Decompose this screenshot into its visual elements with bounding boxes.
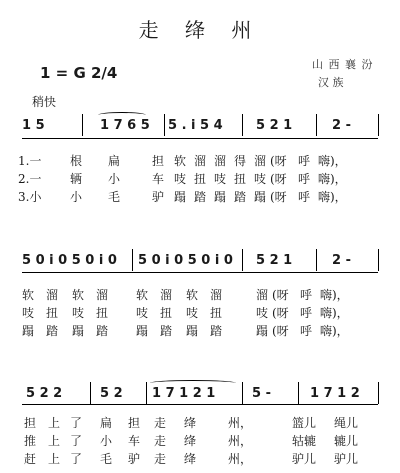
lyric-word: 驴儿 <box>334 452 359 466</box>
lyric-word: 嗨)， <box>318 172 347 186</box>
lyric-word: 嗨)， <box>320 288 349 302</box>
barline <box>242 382 243 404</box>
lyric-word: 蹋 <box>72 324 85 338</box>
song-title: 走 绛 州 <box>138 18 262 42</box>
lyric-word: 了 <box>70 434 83 448</box>
lyric-word: 州， <box>228 434 253 448</box>
region-credit: 山 西 襄 汾 <box>312 58 374 71</box>
lyric-word: 蹋 <box>254 190 267 204</box>
measure-2-notes: 1 7 6 5 <box>100 118 150 133</box>
lyric-word: 踏 <box>46 324 59 338</box>
lyric-word: 呼 <box>300 288 313 302</box>
lyric-word: (呀 <box>270 190 287 204</box>
lyric-word: 溜 <box>194 154 207 168</box>
lyric-word: 走 <box>154 416 167 430</box>
lyric-word: 吱 <box>214 172 227 186</box>
barline <box>316 114 317 136</box>
lyric-word: 州， <box>228 416 253 430</box>
ethnic-credit: 汉 族 <box>318 76 344 89</box>
lyric-word: 软 <box>136 288 149 302</box>
lyric-word: 溜 <box>210 288 223 302</box>
lyric-word: 小 <box>108 172 121 186</box>
measure-9-notes: 2 - <box>332 253 351 268</box>
lyric-word: 扭 <box>194 172 207 186</box>
measure-10-notes: 5 2 2 <box>26 386 63 401</box>
lyric-word: 驴儿 <box>292 452 317 466</box>
barline <box>82 114 83 136</box>
lyric-word: 轱辘 <box>292 434 317 448</box>
slur <box>150 380 236 386</box>
lyric-word: 绛 <box>184 452 197 466</box>
measure-11-notes: 5 2 <box>100 386 123 401</box>
lyric-word: 小 <box>100 434 113 448</box>
lyric-word: 踏 <box>96 324 109 338</box>
lyric-word: 蹋 <box>186 324 199 338</box>
lyric-word: 上 <box>48 452 61 466</box>
lyric-word: 绳儿 <box>334 416 359 430</box>
lyric-word: 嗨)， <box>318 154 347 168</box>
barline <box>378 114 379 136</box>
lyric-word: 2.一 <box>18 172 42 186</box>
measure-8-notes: 5 2 1 <box>256 253 293 268</box>
lyric-word: 踏 <box>210 324 223 338</box>
lyric-word: 扭 <box>96 306 109 320</box>
lyric-word: 蹋 <box>214 190 227 204</box>
measure-4-notes: 5 2 1 <box>256 118 293 133</box>
lyric-word: 驴 <box>128 452 141 466</box>
slur <box>98 112 146 118</box>
lyric-word: (呀 <box>272 324 289 338</box>
barline <box>164 114 165 136</box>
lyric-word: 吱 <box>256 306 269 320</box>
lyric-word: 车 <box>152 172 165 186</box>
barline <box>378 249 379 271</box>
lyric-word: 吱 <box>174 172 187 186</box>
lyric-word: (呀 <box>270 172 287 186</box>
lyric-word: 呼 <box>300 324 313 338</box>
lyric-word: 车 <box>128 434 141 448</box>
measure-3-notes: 5 . i 5 4 <box>168 118 223 133</box>
lyric-word: 嗨)， <box>318 190 347 204</box>
lyric-word: 绛 <box>184 434 197 448</box>
lyric-word: (呀 <box>272 288 289 302</box>
barline <box>242 249 243 271</box>
barline <box>146 382 147 404</box>
lyric-word: 推 <box>24 434 37 448</box>
barline <box>242 114 243 136</box>
lyric-word: 走 <box>154 434 167 448</box>
measure-6-notes: 5 0 i 0 5 0 i 0 <box>22 253 117 268</box>
lyric-word: 担 <box>128 416 141 430</box>
measure-5-notes: 2 - <box>332 118 351 133</box>
lyric-word: 吱 <box>254 172 267 186</box>
staff-underline <box>22 404 378 405</box>
lyric-word: 吱 <box>186 306 199 320</box>
lyric-word: 蹋 <box>22 324 35 338</box>
lyric-word: 了 <box>70 452 83 466</box>
measure-14-notes: 1 7 1 2 <box>310 386 360 401</box>
lyric-word: 踏 <box>234 190 247 204</box>
staff-underline <box>22 138 378 139</box>
measure-13-notes: 5 - <box>252 386 271 401</box>
lyric-word: 根 <box>70 154 83 168</box>
lyric-word: 软 <box>22 288 35 302</box>
measure-7-notes: 5 0 i 0 5 0 i 0 <box>138 253 233 268</box>
lyric-word: 蹋 <box>256 324 269 338</box>
lyric-word: 担 <box>24 416 37 430</box>
lyric-word: 溜 <box>254 154 267 168</box>
lyric-word: 溜 <box>256 288 269 302</box>
lyric-word: 扭 <box>46 306 59 320</box>
lyric-word: 篮儿 <box>292 416 317 430</box>
lyric-word: 辘儿 <box>334 434 359 448</box>
barline <box>132 249 133 271</box>
tempo-marking: 稍快 <box>32 95 57 109</box>
lyric-word: 上 <box>48 434 61 448</box>
lyric-word: 扭 <box>160 306 173 320</box>
lyric-word: 呼 <box>298 190 311 204</box>
lyric-word: 扭 <box>210 306 223 320</box>
lyric-word: 扁 <box>100 416 113 430</box>
key-signature: 1 = G 2/4 <box>40 64 118 82</box>
lyric-word: 吱 <box>22 306 35 320</box>
barline <box>298 382 299 404</box>
lyric-word: 绛 <box>184 416 197 430</box>
staff-underline <box>22 272 378 273</box>
lyric-word: 吱 <box>72 306 85 320</box>
lyric-word: 毛 <box>108 190 121 204</box>
lyric-word: 软 <box>174 154 187 168</box>
lyric-word: 州， <box>228 452 253 466</box>
lyric-word: 蹋 <box>136 324 149 338</box>
lyric-word: 溜 <box>96 288 109 302</box>
lyric-word: 呼 <box>298 172 311 186</box>
lyric-word: 走 <box>154 452 167 466</box>
lyric-word: 扁 <box>108 154 121 168</box>
lyric-word: 辆 <box>70 172 83 186</box>
lyric-word: 呼 <box>300 306 313 320</box>
lyric-word: 毛 <box>100 452 113 466</box>
lyric-word: 嗨)， <box>320 324 349 338</box>
lyric-word: 1.一 <box>18 154 42 168</box>
measure-1-notes: 1 5 <box>22 118 45 133</box>
lyric-word: 了 <box>70 416 83 430</box>
lyric-word: 扭 <box>234 172 247 186</box>
lyric-word: 担 <box>152 154 165 168</box>
lyric-word: 踏 <box>194 190 207 204</box>
lyric-word: 溜 <box>214 154 227 168</box>
barline <box>378 382 379 404</box>
lyric-word: 蹋 <box>174 190 187 204</box>
lyric-word: 呼 <box>298 154 311 168</box>
barline <box>316 249 317 271</box>
lyric-word: 踏 <box>160 324 173 338</box>
barline <box>90 382 91 404</box>
lyric-word: 驴 <box>152 190 165 204</box>
lyric-word: 上 <box>48 416 61 430</box>
lyric-word: 溜 <box>160 288 173 302</box>
lyric-word: (呀 <box>272 306 289 320</box>
lyric-word: 得 <box>234 154 247 168</box>
lyric-word: 3.小 <box>18 190 42 204</box>
lyric-word: 溜 <box>46 288 59 302</box>
lyric-word: 赶 <box>24 452 37 466</box>
measure-12-notes: 1 7 1 2 1 <box>152 386 216 401</box>
lyric-word: (呀 <box>270 154 287 168</box>
lyric-word: 吱 <box>136 306 149 320</box>
lyric-word: 软 <box>72 288 85 302</box>
lyric-word: 嗨)， <box>320 306 349 320</box>
lyric-word: 小 <box>70 190 83 204</box>
lyric-word: 软 <box>186 288 199 302</box>
